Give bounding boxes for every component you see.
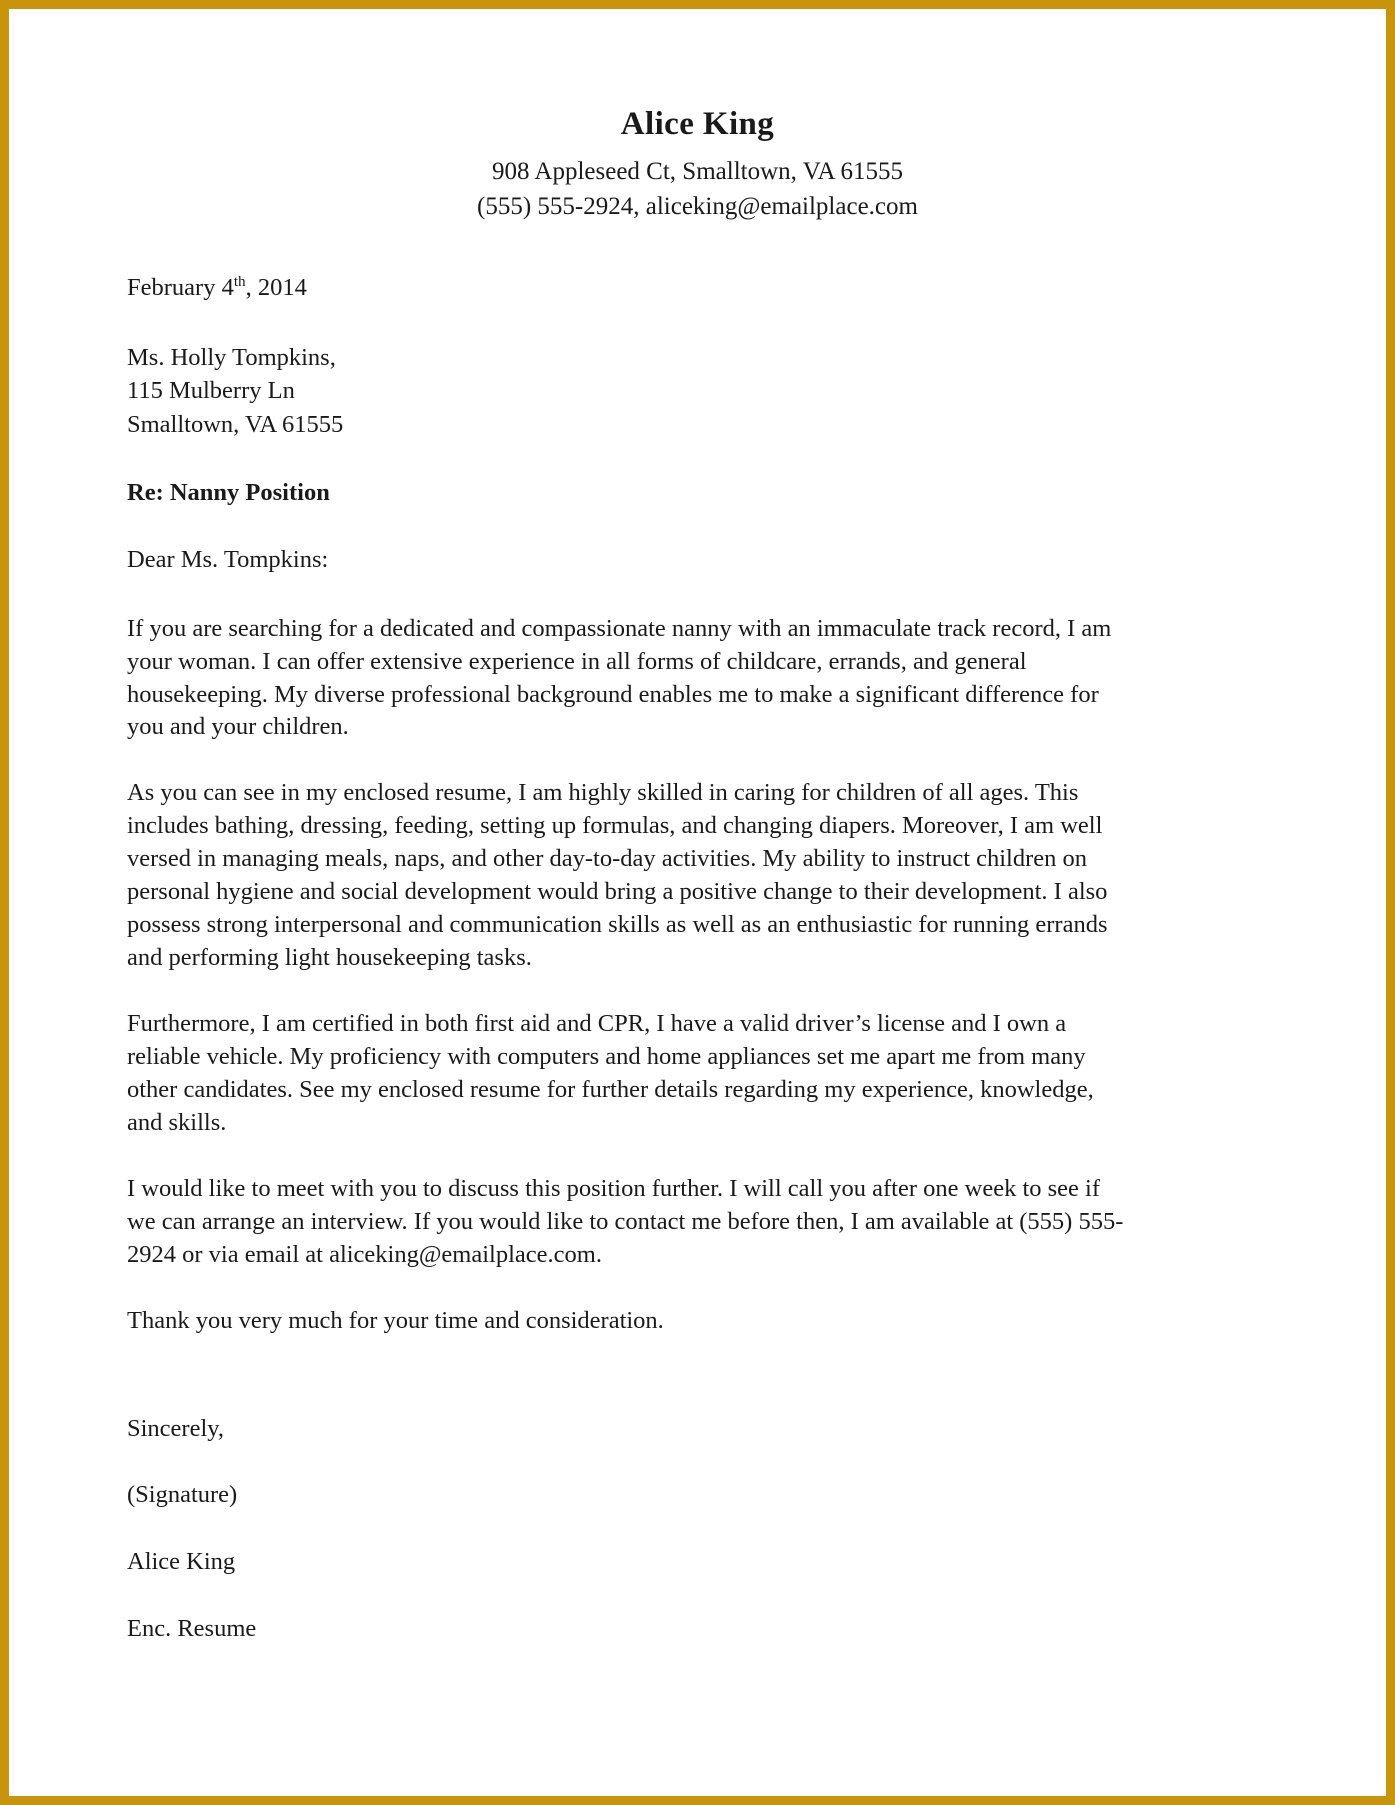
recipient-address-block	[127, 341, 1268, 441]
recipient-name: Ms. Holly Tompkins,	[127, 344, 336, 372]
body-paragraph-5: Thank you very much for your time and consideration.	[127, 1306, 664, 1334]
date-year: , 2014	[245, 274, 307, 302]
signature-placeholder: (Signature)	[127, 1481, 238, 1509]
body-paragraph-4: I would like to meet with you to discuss this position further. I will call you after one week to see if we can arrange an interview. If you would like to contact me before then, I am available at (555) 555-2924 or via email at aliceking@emailplace.com.	[127, 1174, 1124, 1268]
subject-line: Re: Nanny Position	[127, 479, 330, 507]
sender-name: Alice King	[620, 106, 775, 142]
letter-body	[127, 272, 1268, 1646]
body-paragraph-3: Furthermore, I am certified in both first aid and CPR, I have a valid driver’s license and I own a reliable vehicle. My proficiency with computers and home appliances set me apart me from many other candidates. See my enclosed resume for further details regarding my experience, knowledge, and skills.	[127, 1010, 1094, 1136]
date-month-day: February 4	[127, 274, 234, 302]
letter-sheet	[9, 9, 1386, 1796]
body-paragraph-2: As you can see in my enclosed resume, I am highly skilled in caring for children of all ages. This includes bathing, dressing, feeding, setting up formulas, and changing diapers. Moreover, I am well versed in managing meals, naps, and other day-to-day activities. My ability to instruct children on personal hygiene and social development would bring a positive change to their development. I also possess strong interpersonal and communication skills as well as an enthusiastic for running errands and performing light housekeeping tasks.	[127, 779, 1108, 972]
sender-contact-line: (555) 555-2924, aliceking@emailplace.com	[477, 192, 918, 220]
signature-space	[127, 1371, 1268, 1413]
letterhead	[127, 104, 1268, 224]
salutation: Dear Ms. Tompkins:	[127, 545, 329, 573]
recipient-city-state-zip: Smalltown, VA 61555	[127, 410, 344, 438]
signer-name: Alice King	[127, 1548, 236, 1576]
enclosure-note: Enc. Resume	[127, 1615, 257, 1643]
body-paragraph-1: If you are searching for a dedicated and compassionate nanny with an immaculate track record, I am your woman. I can offer extensive experience in all forms of childcare, errands, and general housekeeping. My diverse professional background enables me to make a significant difference for you and your children.	[127, 614, 1112, 741]
recipient-street: 115 Mulberry Ln	[127, 377, 295, 405]
letter-date	[127, 272, 1268, 305]
valediction: Sincerely,	[127, 1414, 225, 1442]
sender-address-line: 908 Appleseed Ct, Smalltown, VA 61555	[492, 158, 903, 186]
date-ordinal-suffix: th	[233, 273, 246, 291]
